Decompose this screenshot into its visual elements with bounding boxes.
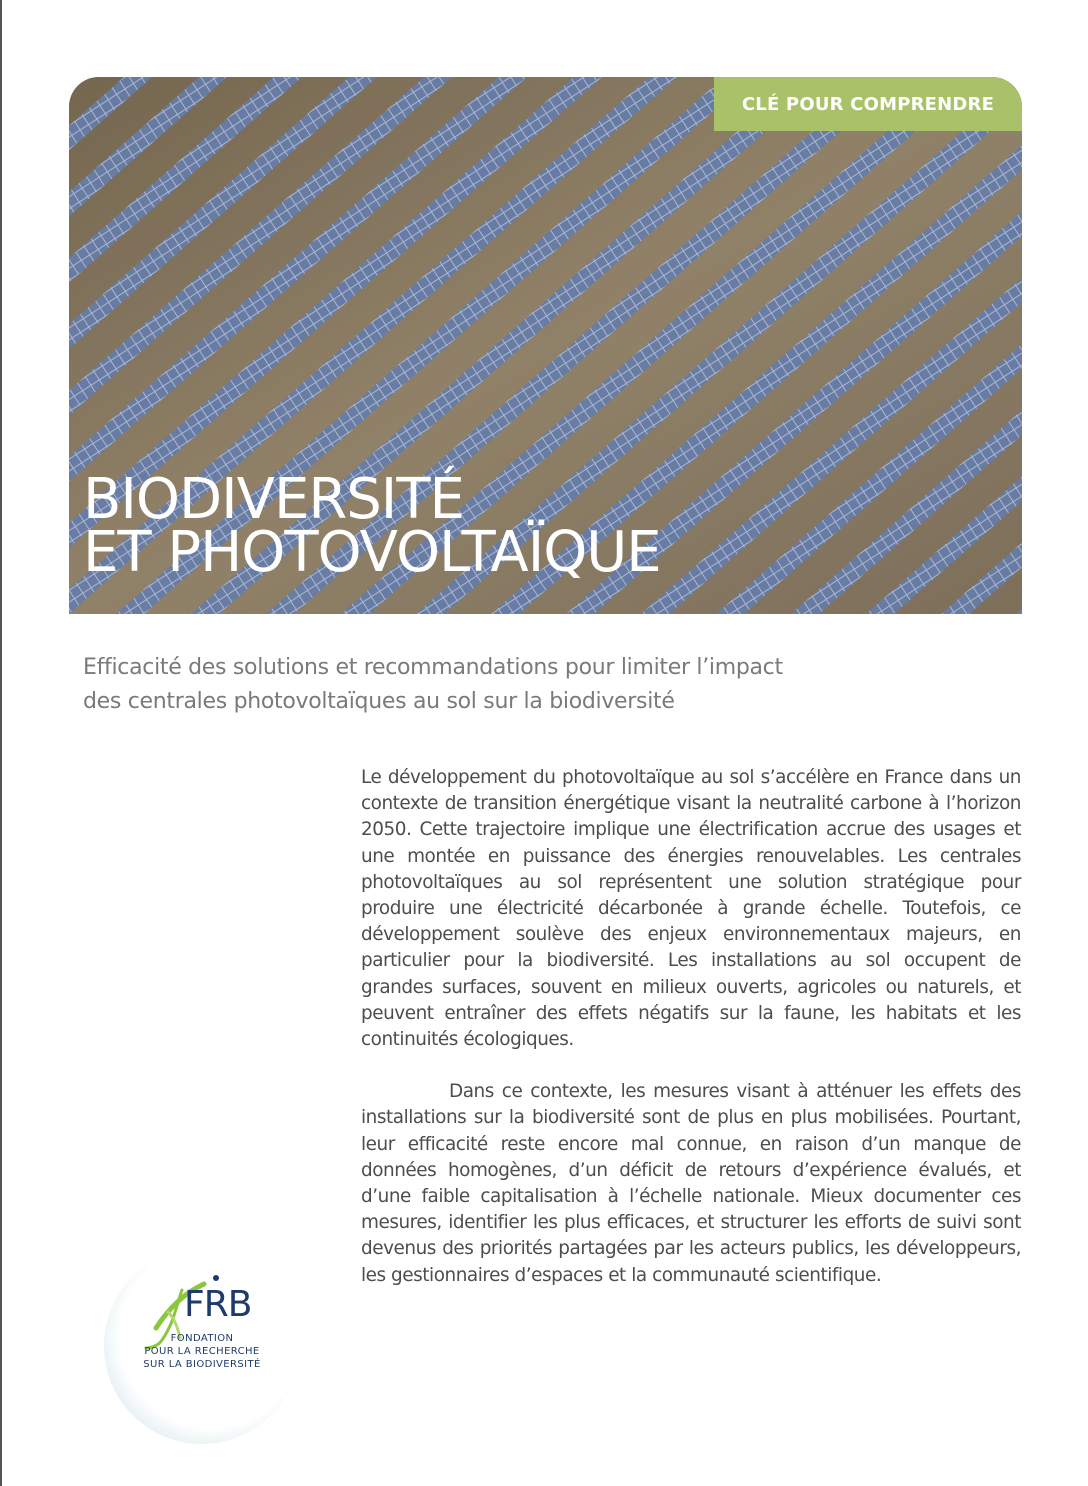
body-paragraph-1: Le développement du photovoltaïque au sol s’accélère en France dans un contexte de transition énergétique visant la neutralité carbone à l’horizon 2050. Cette trajectoire implique une électrification accrue des usages et une montée en puissance des énergies renouvelables. Les centrales photovoltaïques au sol représentent une solution stratégique pour produire une électricité décarbonée à grande échelle. Toutefois, ce développement soulève des enjeux environnementaux majeurs, en particulier pour la biodiversité. Les installations au sol occupent de grandes surfaces, souvent en milieux ouverts, agricoles ou naturels, et peuvent entraîner des effets négatifs sur la faune, les habitats et les continuités écologiques. — [361, 767, 1021, 1051]
category-badge: CLÉ POUR COMPRENDRE — [714, 77, 1022, 131]
hero-photo-banner — [69, 77, 1022, 614]
subtitle — [83, 651, 963, 719]
title-line-1: BIODIVERSITÉ — [83, 467, 464, 532]
logo-line-2: POUR LA RECHERCHE — [144, 1346, 260, 1357]
page-title — [83, 467, 661, 585]
logo-line-3: SUR LA BIODIVERSITÉ — [143, 1359, 261, 1370]
body-text — [361, 765, 1021, 1289]
subtitle-line-2: des centrales photovoltaïques au sol sur la biodiversité — [83, 689, 675, 714]
body-paragraph-2: Dans ce contexte, les mesures visant à atténuer les effets des installations sur la biodiversité sont de plus en plus mobilisées. Pourtant, leur efficacité reste encore mal connue, en raison d’un manque de données homogènes, d’un déficit de retours d’expérience évalués, et d’une faible capitalisation à l’échelle nationale. Mieux documenter ces mesures, identifier les plus efficaces, et structurer les efforts de suivi sont devenus des priorités partagées par les acteurs publics, les développeurs, les gestionnaires d’espaces et la communauté scientifique. — [361, 1081, 1021, 1286]
frb-logo — [104, 1248, 300, 1444]
logo-acronym: FRB — [184, 1284, 252, 1325]
subtitle-line-1: Efficacité des solutions et recommandations pour limiter l’impact — [83, 655, 783, 680]
logo-line-1: FONDATION — [170, 1333, 234, 1344]
page-edge-line — [0, 0, 2, 1486]
title-line-2: ET PHOTOVOLTAÏQUE — [83, 520, 661, 585]
